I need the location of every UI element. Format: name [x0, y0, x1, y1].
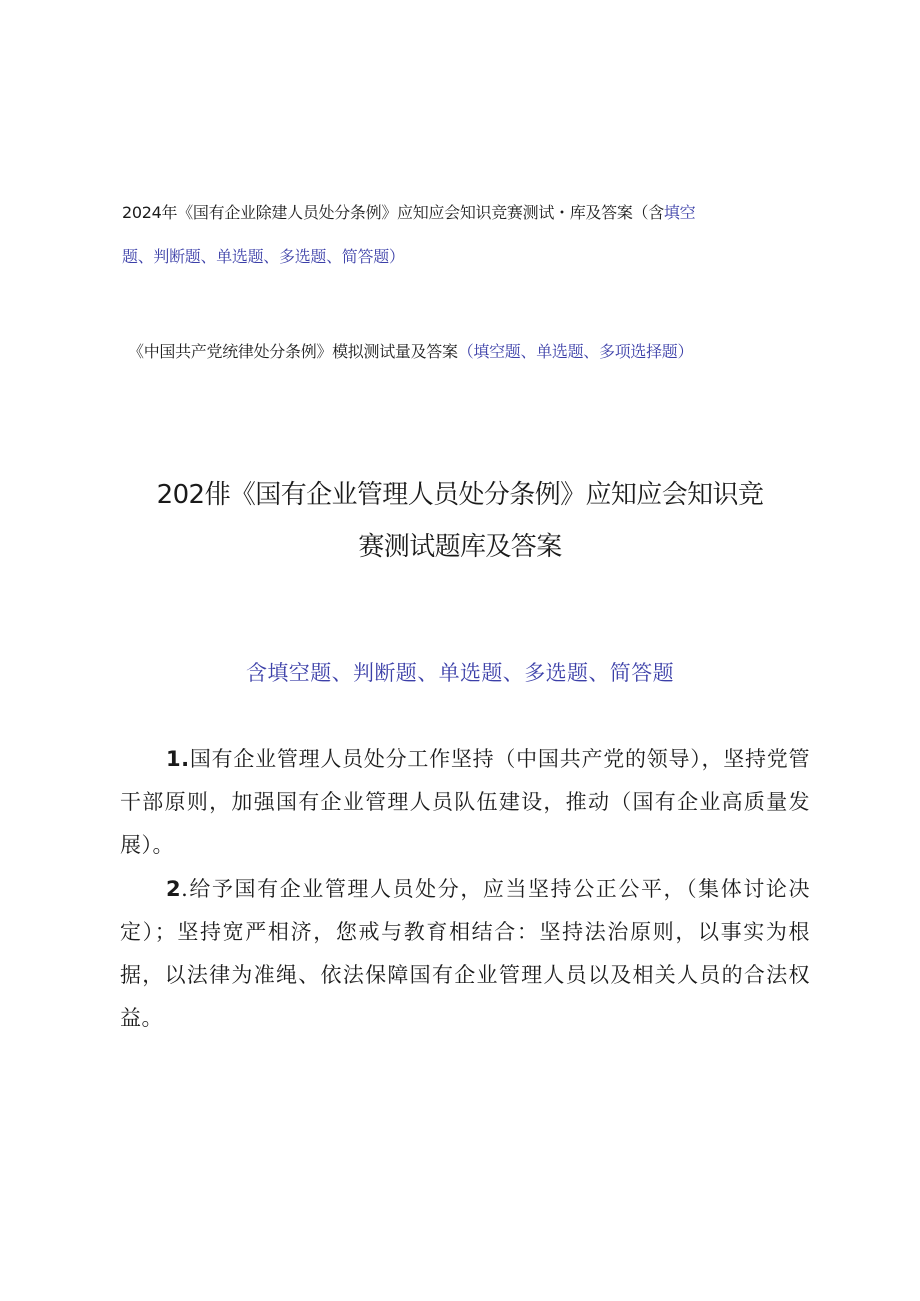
- document-title: 202俳《国有企业管理人员处分条例》应知应会知识竞: [156, 480, 764, 510]
- question-text: .给予国有企业管理人员处分，应当坚持公正公平，（集体讨论决定）；坚持宽严相济，您戒与教育相结合：坚持法治原则，以事实为根据，以法律为准绳、依法保障国有企业管理人员以及相关人员的合法权益。: [120, 877, 810, 1030]
- question-item: [120, 738, 810, 867]
- related-doc-title: 2024年《国有企业除建人员处分条例》应知应会知识竞赛测试・库及答案（含: [122, 203, 664, 222]
- related-doc-title: 《中国共产党统律处分条例》模拟测试量及答案: [128, 342, 458, 361]
- question-item: [120, 868, 810, 1040]
- question-text: 国有企业管理人员处分工作坚持（中国共产党的领导），坚持党管干部原则，加强国有企业管理人员队伍建设，推动（国有企业高质量发展）。: [120, 747, 810, 857]
- document-subtitle: 含填空题、判断题、单选题、多选题、简答题: [246, 661, 674, 685]
- related-doc-tag: （填空题、单选题、多项选择题）: [457, 342, 694, 361]
- related-doc-link-1[interactable]: [122, 200, 695, 223]
- question-number: 1.: [166, 747, 190, 771]
- related-doc-tag: 填空: [663, 203, 696, 222]
- document-title-cont: 赛测试题库及答案: [358, 532, 562, 562]
- related-doc-tag: 题、判断题、单选题、多选题、简答题）: [122, 247, 405, 266]
- related-doc-link-2[interactable]: [128, 339, 693, 362]
- related-doc-link-1-cont[interactable]: [122, 244, 405, 267]
- question-number: 2: [166, 877, 182, 901]
